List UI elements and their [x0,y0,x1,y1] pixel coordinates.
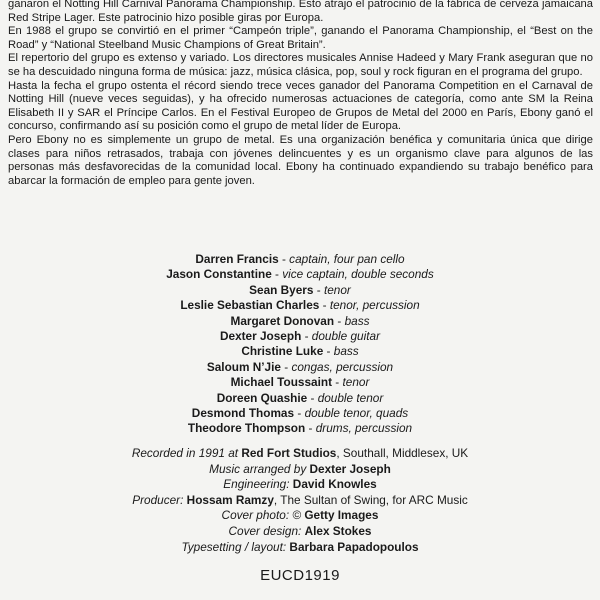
credit-recorded: Recorded in 1991 at Red Fort Studios, Southall, Middlesex, UK [131,446,469,460]
separator: - [322,298,327,313]
member-role: tenor [342,375,370,390]
credit-engineering: Engineering: David Knowles [223,477,377,492]
member-role: double guitar [311,329,381,344]
member-role: bass [333,344,359,359]
member-name: Christine Luke [241,344,324,359]
member-row [0,329,600,344]
member-row [0,375,600,390]
member-row [0,344,600,359]
member-row [0,391,600,406]
member-name: Desmond Thomas [191,406,295,421]
separator: - [275,267,279,282]
member-name: Sean Byers [249,282,314,297]
credit-cover-design: Cover design: Alex Stokes [228,523,372,538]
member-name: Margaret Donovan [230,313,335,328]
separator: - [310,390,315,405]
member-name: Dexter Joseph [219,329,302,344]
member-role: drums, percussion [315,421,413,436]
member-row [0,298,600,313]
member-name: Saloum N’Jie [206,359,281,374]
separator: - [304,329,309,344]
member-name: Jason Constantine [166,267,272,282]
member-name: Doreen Quashie [216,390,308,405]
production-credits [0,446,600,555]
member-row [0,283,600,298]
member-role: double tenor [317,390,384,405]
paragraph: ganaron el Notting Hill Carnival Panorama Championship. Esto atrajo el patrocinio de la fábrica de cerveza jamaicana Red Stripe Lager. Este patrocinio hizo posible giras por Europa. [8,0,593,24]
member-name: Leslie Sebastian Charles [180,298,320,313]
separator: - [297,406,302,421]
member-row [0,314,600,329]
member-role: vice captain, double seconds [282,267,434,282]
member-row [0,252,600,267]
member-role: tenor [323,282,351,297]
member-role: double tenor, quads [304,406,409,421]
paragraph: Hasta la fecha el grupo ostenta el récord siendo trece veces ganador del Panorama Competition en el Carnaval de Notting Hill (nueve veces seguidas), y ha ofrecido numerosas actuaciones de categoría, como ante SM la Reina Elisabeth II y SAR el Príncipe Carlos. En el Festival Europeo de Grupos de Metal del 2000 en París, Ebony ganó el concurso, confirmando así su posición como el grupo de metal líder de Europa. [8,79,593,133]
separator: - [326,344,331,359]
credit-arranged: Music arranged by Dexter Joseph [209,461,391,476]
separator: - [316,282,321,297]
member-row [0,267,600,282]
separator: - [337,313,342,328]
biography-text [8,0,593,188]
member-name: Darren Francis [195,252,279,266]
paragraph: En 1988 el grupo se convirtió en el primer “Campeón triple”, ganando el Panorama Championship, el “Best on the Road” y “National Steelband Music Champions of Great Britain”. [8,25,593,51]
member-role: captain, four pan cello [289,252,405,266]
credit-producer: Producer: Hossam Ramzy, The Sultan of Swing, for ARC Music [132,492,468,507]
credit-cover-photo: Cover photo: © Getty Images [221,508,379,523]
member-role: congas, percussion [291,359,394,374]
member-role: tenor, percussion [329,298,420,313]
member-row [0,406,600,421]
credit-typesetting: Typesetting / layout: Barbara Papadopoulos [181,539,419,554]
paragraph: El repertorio del grupo es extenso y variado. Los directores musicales Annise Hadeed y Mary Frank aseguran que no se ha descuidado ninguna forma de música: jazz, música clásica, pop, soul y rock figuran en el programa del grupo. [8,52,593,78]
paragraph: Pero Ebony no es simplemente un grupo de metal. Es una organización benéfica y comunitaria única que dirige clases para niños retrasados, trabaja con jóvenes delincuentes y es un organismo clave para algunos de las personas más desfavorecidas de la comunidad local. Ebony ha continuado expandiendo su trabajo benéfico para abarcar la formación de empleo para gente joven. [8,133,593,187]
member-name: Theodore Thompson [187,421,306,436]
member-role: bass [344,313,370,328]
separator: - [308,421,313,436]
separator: - [335,375,340,390]
member-row [0,421,600,436]
member-name: Michael Toussaint [230,375,332,390]
separator: - [281,252,286,266]
separator: - [284,359,289,374]
catalog-number: EUCD1919 [260,567,340,584]
member-row [0,360,600,375]
band-member-list [0,252,600,437]
